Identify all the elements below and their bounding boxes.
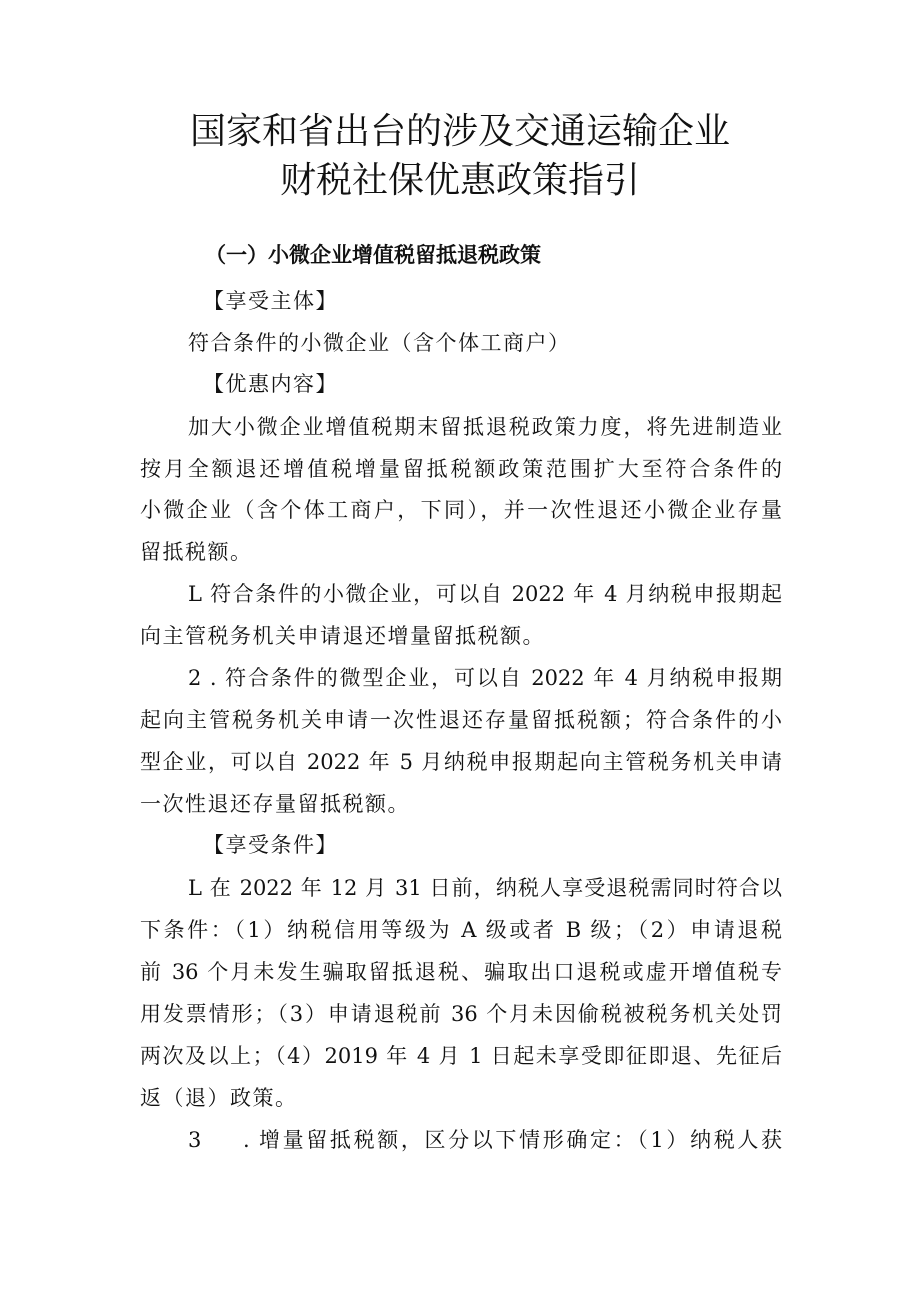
condition-1-line: 下条件：（1）纳税信用等级为 A 级或者 B 级；（2）申请退税 bbox=[140, 918, 782, 942]
content-paragraph-line: 留抵税额。 bbox=[140, 540, 253, 564]
condition-3-line: . 增量留抵税额，区分以下情形确定：（1）纳税人获 bbox=[243, 1128, 782, 1152]
condition-1-line: 前 36 个月未发生骗取留抵退税、骗取出口退税或虚开增值税专 bbox=[140, 960, 782, 984]
condition-1-line: 两次及以上；（4）2019 年 4 月 1 日起未享受即征即退、先征后 bbox=[140, 1044, 782, 1068]
label-subject: 【享受主体】 bbox=[203, 289, 338, 313]
section-heading: （一）小微企业增值税留抵退税政策 bbox=[205, 243, 541, 267]
content-paragraph-line: 按月全额退还增值税增量留抵税额政策范围扩大至符合条件的 bbox=[140, 457, 782, 481]
label-content: 【优惠内容】 bbox=[203, 372, 338, 396]
condition-1-line: 用发票情形；（3）申请退税前 36 个月未因偷税被税务机关处罚 bbox=[140, 1002, 782, 1026]
label-conditions: 【享受条件】 bbox=[203, 833, 338, 857]
item-2-line: 起向主管税务机关申请一次性退还存量留抵税额；符合条件的小 bbox=[140, 708, 782, 732]
condition-1-line: 返（退）政策。 bbox=[140, 1086, 298, 1110]
item-1-line: L 符合条件的小微企业，可以自 2022 年 4 月纳税申报期起 bbox=[188, 582, 782, 606]
document-title-line-2: 财税社保优惠政策指引 bbox=[279, 160, 640, 201]
item-2-line: 型企业，可以自 2022 年 5 月纳税申报期起向主管税务机关申请 bbox=[140, 750, 782, 774]
content-paragraph-line: 小微企业（含个体工商户，下同），并一次性退还小微企业存量 bbox=[140, 498, 782, 522]
item-2-line: 2 . 符合条件的微型企业，可以自 2022 年 4 月纳税申报期 bbox=[188, 666, 782, 690]
document-title-line-1: 国家和省出台的涉及交通运输企业 bbox=[189, 111, 730, 152]
subject-text: 符合条件的小微企业（含个体工商户） bbox=[188, 331, 571, 355]
item-1-line: 向主管税务机关申请退还增量留抵税额。 bbox=[140, 624, 545, 648]
item-2-line: 一次性退还存量留抵税额。 bbox=[140, 792, 410, 816]
condition-3-number: 3 bbox=[188, 1128, 203, 1152]
condition-1-line: L 在 2022 年 12 月 31 日前，纳税人享受退税需同时符合以 bbox=[188, 876, 782, 900]
content-paragraph-line: 加大小微企业增值税期末留抵退税政策力度，将先进制造业 bbox=[188, 415, 782, 439]
